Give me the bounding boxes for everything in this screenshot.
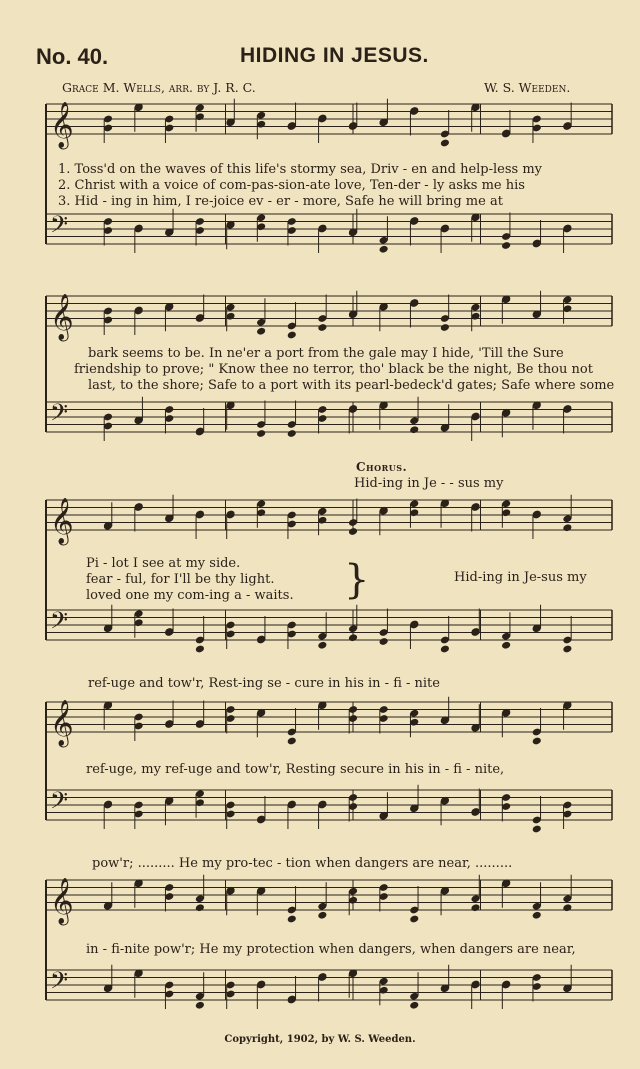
brace: }	[344, 557, 370, 603]
note-head	[562, 645, 572, 654]
bass-clef: 𝄢	[50, 966, 69, 1000]
bass-clef: 𝄢	[50, 606, 69, 640]
note-head	[256, 429, 266, 438]
note-head	[501, 241, 511, 250]
hymn-number: No. 40.	[36, 44, 109, 69]
verse-1-line: bark seems to be. In ne'er a port from the gale may I hide, 'Till the Sure	[88, 346, 564, 361]
note-head	[440, 645, 450, 654]
chorus-lyric-bottom: Hid-ing in Je-sus my	[454, 570, 587, 585]
verse-2-line: friendship to prove; " Know thee no terror, tho' black be the night, Be thou not	[74, 362, 593, 377]
note-head	[256, 327, 266, 336]
note-head	[317, 323, 327, 332]
verse-2-line: 2. Christ with a voice of com-pas-sion-ate love, Ten-der - ly asks me his	[58, 178, 525, 193]
chorus-label: Chorus.	[356, 460, 408, 474]
music-system-4	[38, 694, 618, 862]
note-head	[287, 429, 297, 438]
verse-3-line: loved one my com-ing a - waits.	[86, 588, 294, 603]
hymn-title: HIDING IN JESUS.	[240, 44, 429, 67]
chorus-lyric-top: pow'r; ......... He my pro-tec - tion when dangers are near, .........	[92, 856, 513, 871]
treble-clef: 𝄞	[50, 102, 74, 148]
note-head	[287, 915, 297, 924]
note-head	[562, 523, 572, 532]
verse-3-line: last, to the shore; Safe to a port with its pearl-bedeck'd gates; Safe where some	[88, 378, 615, 393]
note-head	[195, 903, 205, 912]
note-head	[287, 331, 297, 340]
lyricist-credit: Grace M. Wells, arr. by J. R. C.	[62, 80, 256, 95]
note-head	[317, 641, 327, 650]
copyright-notice: Copyright, 1902, by W. S. Weeden.	[224, 1034, 416, 1045]
note-head	[562, 903, 572, 912]
verse-3-line: 3. Hid - ing in him, I re-joice ev - er - more, Safe he will bring me at	[58, 194, 503, 209]
note-head	[409, 915, 419, 924]
note-head	[409, 1001, 419, 1010]
treble-clef: 𝄞	[50, 294, 74, 340]
note-head	[532, 825, 542, 834]
verse-1-line: Pi - lot I see at my side.	[86, 556, 241, 571]
note-head	[501, 641, 511, 650]
note-head	[470, 903, 480, 912]
note-head	[195, 1001, 205, 1010]
chorus-lyric-top: ref-uge and tow'r, Rest-ing se - cure in his in - fi - nite	[88, 676, 440, 691]
treble-clef: 𝄞	[50, 498, 74, 544]
note-head	[348, 527, 358, 536]
composer-credit: W. S. Weeden.	[484, 80, 571, 95]
treble-clef: 𝄞	[50, 700, 74, 746]
note-head	[532, 911, 542, 920]
bass-clef: 𝄢	[50, 398, 69, 432]
bass-clef: 𝄢	[50, 210, 69, 244]
note-head	[317, 911, 327, 920]
note-head	[440, 139, 450, 148]
staff-notation	[38, 694, 618, 862]
note-head	[287, 737, 297, 746]
chorus-lyric-bottom: in - fi-nite pow'r; He my protection when dangers, when dangers are near,	[86, 942, 576, 957]
note-head	[195, 645, 205, 654]
verse-1-line: 1. Toss'd on the waves of this life's stormy sea, Driv - en and help-less my	[58, 162, 543, 177]
bass-clef: 𝄢	[50, 786, 69, 820]
chorus-lyric-bottom: ref-uge, my ref-uge and tow'r, Resting secure in his in - fi - nite,	[86, 762, 505, 777]
chorus-lyric-top: Hid-ing in Je - - sus my	[354, 476, 504, 491]
note-head	[440, 323, 450, 332]
note-head	[379, 637, 389, 646]
note-head	[532, 737, 542, 746]
note-head	[409, 425, 419, 434]
note-head	[348, 633, 358, 642]
note-head	[379, 245, 389, 254]
treble-clef: 𝄞	[50, 878, 74, 924]
verse-2-line: fear - ful, for I'll be thy light.	[86, 572, 275, 587]
